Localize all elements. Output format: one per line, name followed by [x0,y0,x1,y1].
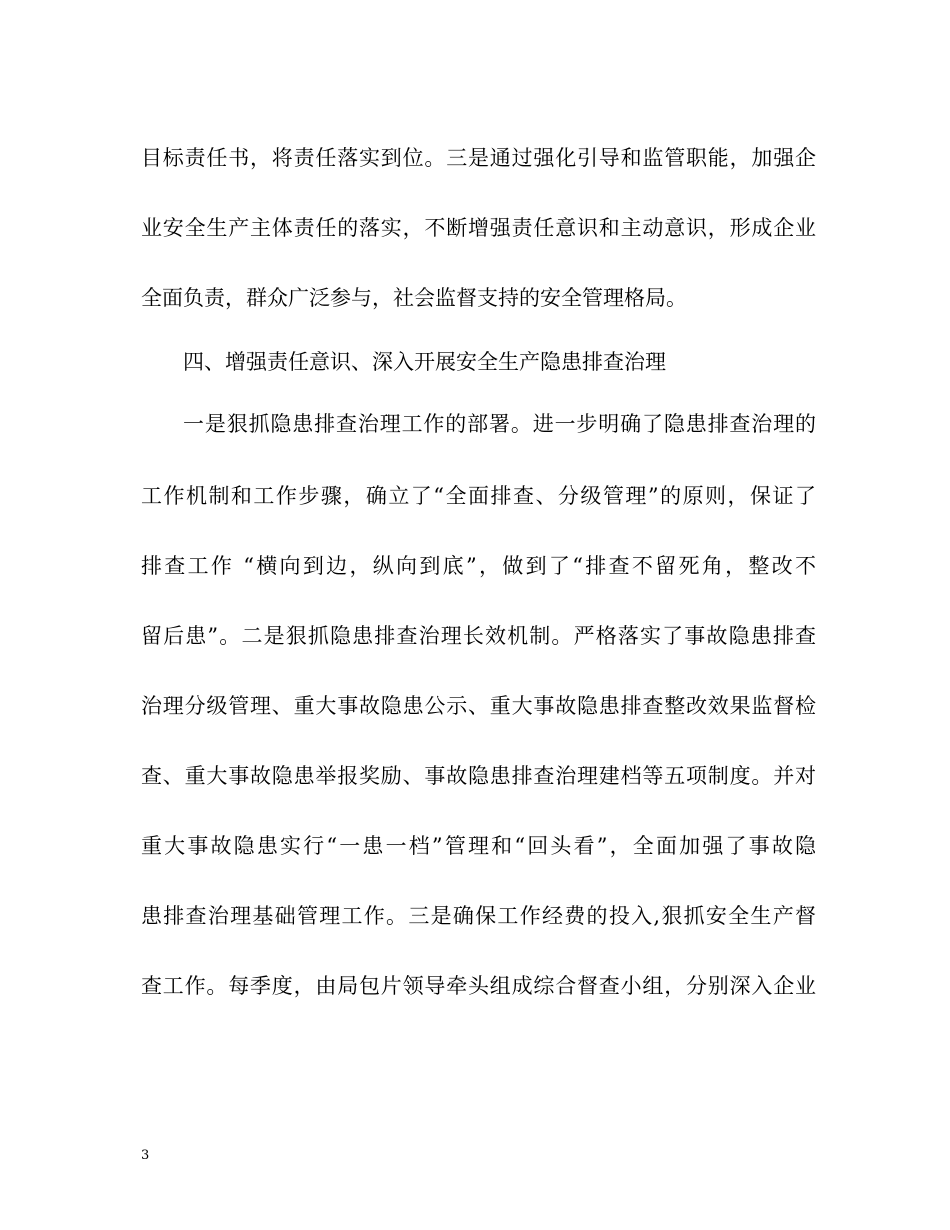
body-text-line: 目标责任书，将责任落实到位。三是通过强化引导和监管职能，加强企 [141,146,816,170]
body-text-line: 查、重大事故隐患举报奖励、事故隐患排查治理建档等五项制度。并对 [141,764,816,788]
body-text-line: 重大事故隐患实行“一患一档”管理和“回头看”，全面加强了事故隐 [141,834,816,858]
body-text-line: 治理分级管理、重大事故隐患公示、重大事故隐患排查整改效果监督检 [141,694,816,718]
body-text-line: 一是狠抓隐患排查治理工作的部署。进一步明确了隐患排查治理的 [183,412,816,436]
body-text-line: 排查工作 “横向到边，纵向到底”，做到了“排查不留死角，整改不 [141,554,816,578]
body-text-line: 患排查治理基础管理工作。三是确保工作经费的投入,狠抓安全生产督 [141,904,816,928]
body-text-line: 业安全生产主体责任的落实，不断增强责任意识和主动意识，形成企业 [141,216,816,240]
body-text-line: 查工作。每季度，由局包片领导牵头组成综合督查小组，分别深入企业 [141,974,816,998]
body-text-line: 留后患”。二是狠抓隐患排查治理长效机制。严格落实了事故隐患排查 [141,624,816,648]
section-heading: 四、增强责任意识、深入开展安全生产隐患排查治理 [183,350,666,374]
page-number: 3 [141,1148,150,1163]
body-text-line: 工作机制和工作步骤，确立了“全面排查、分级管理”的原则，保证了 [141,484,816,508]
body-text-line: 全面负责，群众广泛参与，社会监督支持的安全管理格局。 [141,286,687,310]
